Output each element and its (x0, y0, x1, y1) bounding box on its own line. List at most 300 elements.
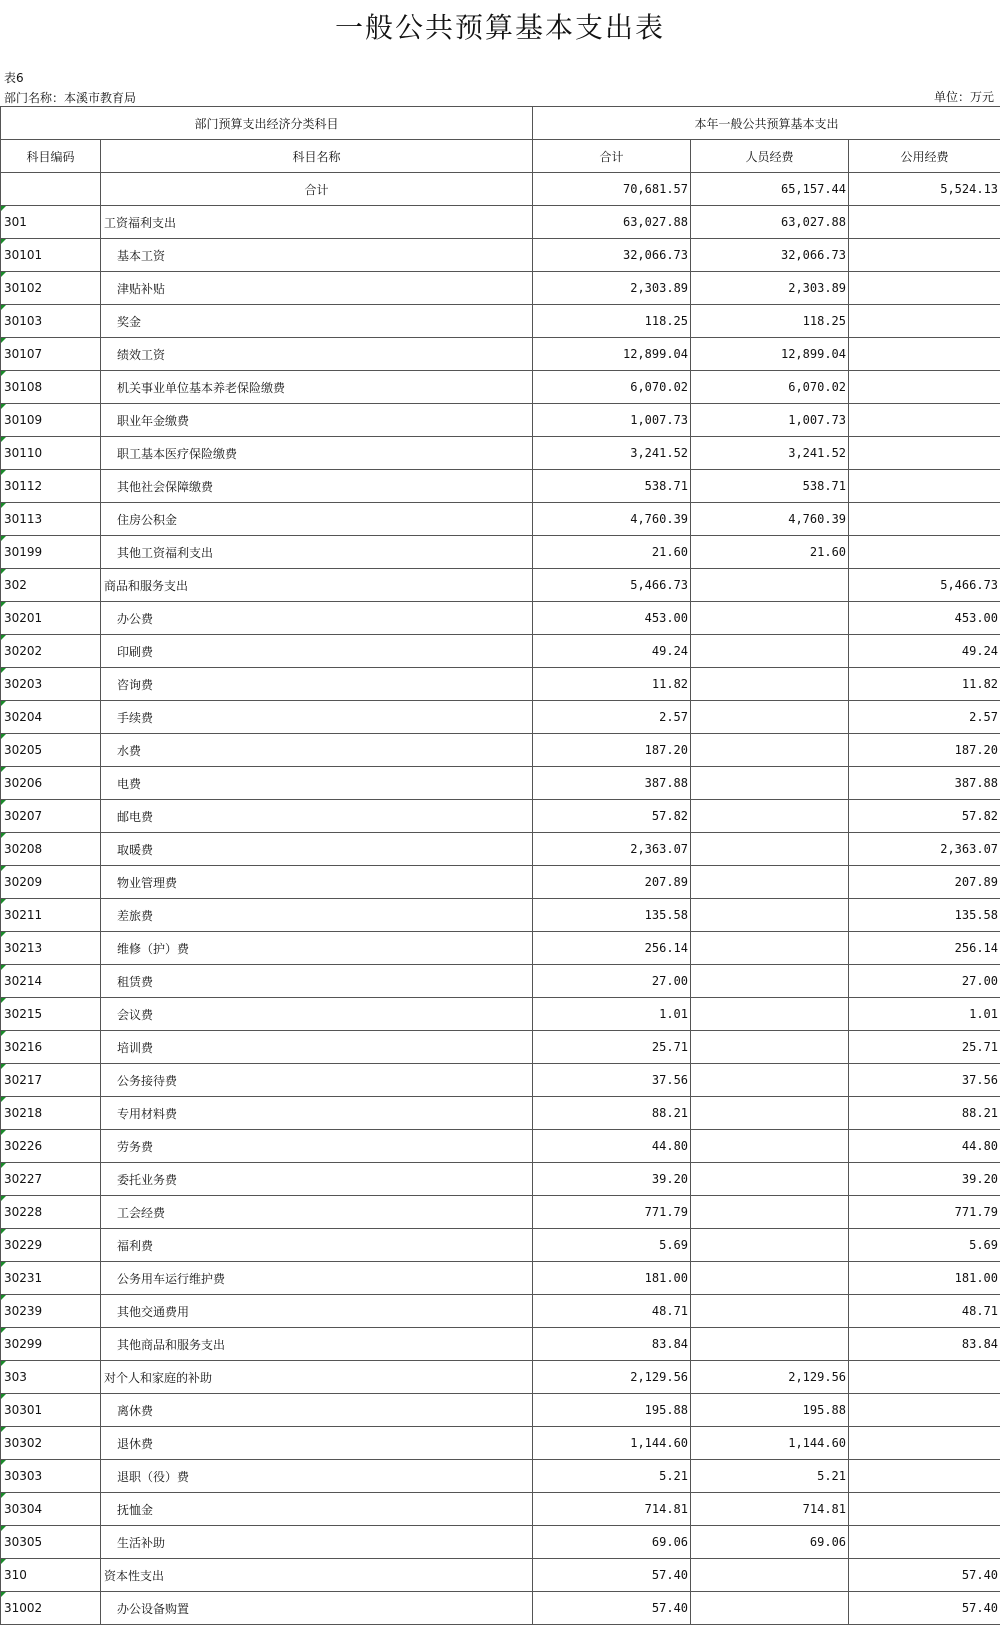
cell-total[interactable] (533, 404, 691, 437)
cell-code-text: 30229 (4, 1238, 42, 1252)
cell-total[interactable] (533, 1460, 691, 1493)
header-group-row (1, 107, 1000, 140)
table-row (1, 1460, 1000, 1493)
cell-code-text: 30231 (4, 1271, 42, 1285)
cell-code[interactable] (1, 734, 101, 767)
cell-name-text: 其他交通费用 (117, 1305, 189, 1319)
cell-public-text: 5.69 (969, 1238, 998, 1252)
cell-name[interactable] (101, 1427, 533, 1460)
cell-code[interactable] (1, 1295, 101, 1328)
page-title: 一般公共预算基本支出表 (0, 6, 1000, 46)
cell-public[interactable] (849, 635, 1000, 668)
cell-personnel[interactable] (691, 734, 849, 767)
cell-personnel[interactable] (691, 767, 849, 800)
cell-code-text: 30108 (4, 380, 42, 394)
cell-public[interactable] (849, 701, 1000, 734)
cell-name[interactable] (101, 272, 533, 305)
cell-code[interactable] (1, 668, 101, 701)
cell-name[interactable] (101, 206, 533, 239)
table-row (1, 338, 1000, 371)
cell-name[interactable] (101, 404, 533, 437)
cell-public[interactable] (849, 239, 1000, 272)
cell-personnel[interactable] (691, 536, 849, 569)
cell-total[interactable] (533, 239, 691, 272)
cell-code[interactable] (1, 1196, 101, 1229)
cell-code[interactable] (1, 1526, 101, 1559)
cell-code[interactable] (1, 305, 101, 338)
table-row (1, 767, 1000, 800)
cell-name[interactable] (101, 1163, 533, 1196)
cell-name[interactable] (101, 1295, 533, 1328)
cell-total-text: 83.84 (652, 1337, 688, 1351)
header-column-row (1, 140, 1000, 173)
cell-personnel[interactable] (691, 1328, 849, 1361)
cell-total-text: 2,129.56 (630, 1370, 688, 1384)
cell-marker-icon (1, 536, 6, 541)
cell-total-text: 538.71 (645, 479, 688, 493)
table-row (1, 1196, 1000, 1229)
cell-code[interactable] (1, 470, 101, 503)
cell-personnel[interactable] (691, 833, 849, 866)
cell-name[interactable] (101, 371, 533, 404)
cell-public[interactable] (849, 569, 1000, 602)
cell-personnel-text: 69.06 (810, 1535, 846, 1549)
cell-code[interactable] (1, 1361, 101, 1394)
cell-personnel[interactable] (691, 1130, 849, 1163)
cell-marker-icon (1, 272, 6, 277)
cell-code[interactable] (1, 173, 101, 206)
cell-code[interactable] (1, 239, 101, 272)
cell-personnel[interactable] (691, 1295, 849, 1328)
cell-total[interactable] (533, 503, 691, 536)
cell-total[interactable] (533, 998, 691, 1031)
cell-name-text: 资本性支出 (104, 1569, 164, 1583)
cell-name[interactable] (101, 305, 533, 338)
cell-public[interactable] (849, 1031, 1000, 1064)
cell-personnel[interactable] (691, 206, 849, 239)
cell-marker-icon (1, 569, 6, 574)
cell-marker-icon (1, 899, 6, 904)
cell-personnel[interactable] (691, 1559, 849, 1592)
cell-public[interactable] (849, 536, 1000, 569)
cell-total-text: 57.40 (652, 1601, 688, 1615)
cell-public[interactable] (849, 866, 1000, 899)
cell-personnel-text: 2,129.56 (788, 1370, 846, 1384)
cell-personnel[interactable] (691, 437, 849, 470)
cell-name[interactable] (101, 1262, 533, 1295)
cell-marker-icon (1, 1196, 6, 1201)
cell-name[interactable] (101, 1130, 533, 1163)
cell-name-text: 退休费 (117, 1437, 153, 1451)
cell-name[interactable] (101, 866, 533, 899)
cell-name[interactable] (101, 437, 533, 470)
cell-code-text: 303 (4, 1370, 27, 1384)
cell-name-text: 福利费 (117, 1239, 153, 1253)
cell-total[interactable] (533, 173, 691, 206)
cell-code-text: 30226 (4, 1139, 42, 1153)
cell-public[interactable] (849, 800, 1000, 833)
cell-total[interactable] (533, 602, 691, 635)
table-row (1, 734, 1000, 767)
cell-personnel[interactable] (691, 800, 849, 833)
cell-personnel[interactable] (691, 965, 849, 998)
cell-name[interactable] (101, 932, 533, 965)
cell-name[interactable] (101, 173, 533, 206)
cell-marker-icon (1, 866, 6, 871)
table-row (1, 371, 1000, 404)
cell-code-text: 30206 (4, 776, 42, 790)
cell-code-text: 30216 (4, 1040, 42, 1054)
cell-code[interactable] (1, 635, 101, 668)
cell-name-text: 印刷费 (117, 645, 153, 659)
cell-name[interactable] (101, 635, 533, 668)
cell-name[interactable] (101, 899, 533, 932)
cell-public[interactable] (849, 1559, 1000, 1592)
table-row (1, 437, 1000, 470)
cell-public[interactable] (849, 371, 1000, 404)
cell-name[interactable] (101, 668, 533, 701)
cell-name-text: 租赁费 (117, 975, 153, 989)
cell-personnel[interactable] (691, 569, 849, 602)
cell-personnel[interactable] (691, 1361, 849, 1394)
cell-code[interactable] (1, 1460, 101, 1493)
cell-total[interactable] (533, 668, 691, 701)
cell-total[interactable] (533, 536, 691, 569)
cell-total[interactable] (533, 1064, 691, 1097)
cell-public[interactable] (849, 1460, 1000, 1493)
cell-total[interactable] (533, 437, 691, 470)
cell-name[interactable] (101, 1526, 533, 1559)
cell-public[interactable] (849, 470, 1000, 503)
cell-personnel[interactable] (691, 1526, 849, 1559)
cell-code[interactable] (1, 1130, 101, 1163)
cell-code[interactable] (1, 338, 101, 371)
table-row (1, 1163, 1000, 1196)
cell-total[interactable] (533, 932, 691, 965)
cell-total[interactable] (533, 569, 691, 602)
cell-total[interactable] (533, 833, 691, 866)
cell-personnel[interactable] (691, 371, 849, 404)
cell-marker-icon (1, 1460, 6, 1465)
cell-personnel[interactable] (691, 305, 849, 338)
cell-total-text: 118.25 (645, 314, 688, 328)
cell-personnel[interactable] (691, 635, 849, 668)
cell-code[interactable] (1, 965, 101, 998)
cell-total[interactable] (533, 965, 691, 998)
cell-total[interactable] (533, 1493, 691, 1526)
cell-name-text: 工会经费 (117, 1206, 165, 1220)
cell-name[interactable] (101, 701, 533, 734)
cell-public[interactable] (849, 965, 1000, 998)
cell-code-text: 301 (4, 215, 27, 229)
cell-public[interactable] (849, 206, 1000, 239)
cell-name[interactable] (101, 569, 533, 602)
cell-code-text: 30214 (4, 974, 42, 988)
cell-code[interactable] (1, 1493, 101, 1526)
cell-personnel[interactable] (691, 998, 849, 1031)
cell-public[interactable] (849, 173, 1000, 206)
cell-total[interactable] (533, 1262, 691, 1295)
cell-total[interactable] (533, 338, 691, 371)
cell-personnel[interactable] (691, 1460, 849, 1493)
cell-code[interactable] (1, 1031, 101, 1064)
cell-personnel[interactable] (691, 338, 849, 371)
cell-marker-icon (1, 503, 6, 508)
cell-name[interactable] (101, 1229, 533, 1262)
cell-name-text: 培训费 (117, 1041, 153, 1055)
cell-total[interactable] (533, 1394, 691, 1427)
cell-total-text: 207.89 (645, 875, 688, 889)
cell-public[interactable] (849, 1394, 1000, 1427)
cell-code[interactable] (1, 437, 101, 470)
cell-name[interactable] (101, 1097, 533, 1130)
cell-public[interactable] (849, 404, 1000, 437)
cell-code-text: 30103 (4, 314, 42, 328)
cell-total[interactable] (533, 866, 691, 899)
cell-public[interactable] (849, 503, 1000, 536)
cell-personnel[interactable] (691, 404, 849, 437)
cell-personnel-text: 12,899.04 (781, 347, 846, 361)
cell-total[interactable] (533, 767, 691, 800)
cell-public[interactable] (849, 1196, 1000, 1229)
cell-name[interactable] (101, 1361, 533, 1394)
cell-personnel-text: 3,241.52 (788, 446, 846, 460)
table-row (1, 701, 1000, 734)
cell-public[interactable] (849, 1064, 1000, 1097)
cell-total-text: 2.57 (659, 710, 688, 724)
cell-total-text: 195.88 (645, 1403, 688, 1417)
cell-name[interactable] (101, 602, 533, 635)
table-row (1, 932, 1000, 965)
cell-total[interactable] (533, 1526, 691, 1559)
cell-personnel[interactable] (691, 1064, 849, 1097)
cell-marker-icon (1, 1097, 6, 1102)
cell-name[interactable] (101, 1394, 533, 1427)
cell-code-text: 30202 (4, 644, 42, 658)
cell-personnel[interactable] (691, 1196, 849, 1229)
cell-total[interactable] (533, 272, 691, 305)
cell-marker-icon (1, 1229, 6, 1234)
cell-public[interactable] (849, 998, 1000, 1031)
cell-code[interactable] (1, 701, 101, 734)
cell-code[interactable] (1, 1097, 101, 1130)
cell-name[interactable] (101, 536, 533, 569)
cell-total[interactable] (533, 701, 691, 734)
cell-code[interactable] (1, 767, 101, 800)
cell-public[interactable] (849, 1328, 1000, 1361)
cell-total[interactable] (533, 1130, 691, 1163)
cell-total[interactable] (533, 1196, 691, 1229)
cell-public[interactable] (849, 305, 1000, 338)
cell-total[interactable] (533, 1559, 691, 1592)
cell-code[interactable] (1, 1262, 101, 1295)
cell-total[interactable] (533, 371, 691, 404)
cell-personnel[interactable] (691, 1163, 849, 1196)
cell-personnel[interactable] (691, 866, 849, 899)
cell-code[interactable] (1, 899, 101, 932)
cell-marker-icon (1, 767, 6, 772)
cell-code[interactable] (1, 800, 101, 833)
cell-total[interactable] (533, 1031, 691, 1064)
cell-name-text: 取暖费 (117, 843, 153, 857)
cell-public[interactable] (849, 833, 1000, 866)
cell-personnel[interactable] (691, 899, 849, 932)
cell-personnel[interactable] (691, 239, 849, 272)
header-basic-expenditure: 本年一般公共预算基本支出 (533, 107, 1000, 140)
cell-personnel[interactable] (691, 503, 849, 536)
cell-total[interactable] (533, 1229, 691, 1262)
cell-personnel[interactable] (691, 470, 849, 503)
cell-name[interactable] (101, 1493, 533, 1526)
cell-total-text: 57.82 (652, 809, 688, 823)
cell-public[interactable] (849, 1130, 1000, 1163)
cell-marker-icon (1, 1262, 6, 1267)
cell-total[interactable] (533, 1295, 691, 1328)
cell-code-text: 30299 (4, 1337, 42, 1351)
cell-public[interactable] (849, 602, 1000, 635)
cell-personnel[interactable] (691, 173, 849, 206)
cell-code[interactable] (1, 602, 101, 635)
cell-total[interactable] (533, 1163, 691, 1196)
cell-total[interactable] (533, 899, 691, 932)
cell-name[interactable] (101, 1460, 533, 1493)
table-row (1, 1229, 1000, 1262)
cell-name-text: 职业年金缴费 (117, 414, 189, 428)
cell-marker-icon (1, 338, 6, 343)
cell-code[interactable] (1, 1229, 101, 1262)
cell-personnel[interactable] (691, 1097, 849, 1130)
cell-personnel[interactable] (691, 602, 849, 635)
cell-public[interactable] (849, 437, 1000, 470)
cell-public-text: 57.40 (962, 1568, 998, 1582)
cell-total-text: 69.06 (652, 1535, 688, 1549)
cell-marker-icon (1, 305, 6, 310)
cell-name[interactable] (101, 767, 533, 800)
cell-name[interactable] (101, 800, 533, 833)
cell-code[interactable] (1, 1394, 101, 1427)
cell-code[interactable] (1, 1328, 101, 1361)
cell-public[interactable] (849, 1097, 1000, 1130)
cell-name[interactable] (101, 470, 533, 503)
cell-name[interactable] (101, 734, 533, 767)
cell-code[interactable] (1, 569, 101, 602)
cell-total[interactable] (533, 800, 691, 833)
table-row (1, 635, 1000, 668)
cell-name[interactable] (101, 1031, 533, 1064)
cell-personnel[interactable] (691, 1229, 849, 1262)
cell-code[interactable] (1, 503, 101, 536)
cell-personnel[interactable] (691, 932, 849, 965)
header-economic-category: 部门预算支出经济分类科目 (1, 107, 533, 140)
cell-code[interactable] (1, 998, 101, 1031)
table-row (1, 866, 1000, 899)
cell-code[interactable] (1, 272, 101, 305)
cell-public-text: 181.00 (955, 1271, 998, 1285)
table-row (1, 899, 1000, 932)
cell-public[interactable] (849, 1526, 1000, 1559)
cell-public[interactable] (849, 767, 1000, 800)
cell-public[interactable] (849, 272, 1000, 305)
cell-public[interactable] (849, 1262, 1000, 1295)
cell-total[interactable] (533, 1361, 691, 1394)
cell-total[interactable] (533, 1427, 691, 1460)
cell-name[interactable] (101, 1196, 533, 1229)
cell-total[interactable] (533, 734, 691, 767)
cell-public[interactable] (849, 1163, 1000, 1196)
cell-public[interactable] (849, 1229, 1000, 1262)
cell-public[interactable] (849, 1427, 1000, 1460)
cell-total[interactable] (533, 1097, 691, 1130)
cell-code[interactable] (1, 833, 101, 866)
cell-public[interactable] (849, 668, 1000, 701)
cell-public[interactable] (849, 734, 1000, 767)
cell-total[interactable] (533, 206, 691, 239)
cell-code-text: 30207 (4, 809, 42, 823)
cell-name[interactable] (101, 1328, 533, 1361)
cell-code[interactable] (1, 1559, 101, 1592)
cell-personnel[interactable] (691, 272, 849, 305)
cell-personnel-text: 714.81 (803, 1502, 846, 1516)
cell-personnel[interactable] (691, 668, 849, 701)
cell-public[interactable] (849, 1295, 1000, 1328)
cell-total[interactable] (533, 635, 691, 668)
cell-code-text: 30102 (4, 281, 42, 295)
cell-public[interactable] (849, 899, 1000, 932)
cell-code[interactable] (1, 206, 101, 239)
cell-public-text: 5,466.73 (940, 578, 998, 592)
cell-name[interactable] (101, 833, 533, 866)
cell-personnel[interactable] (691, 1262, 849, 1295)
cell-public[interactable] (849, 1361, 1000, 1394)
cell-name[interactable] (101, 338, 533, 371)
cell-code[interactable] (1, 536, 101, 569)
cell-personnel[interactable] (691, 1394, 849, 1427)
cell-name-text: 电费 (117, 777, 141, 791)
cell-name[interactable] (101, 239, 533, 272)
cell-total-text: 5.69 (659, 1238, 688, 1252)
cell-name-text: 办公费 (117, 612, 153, 626)
cell-total[interactable] (533, 470, 691, 503)
cell-total-text: 25.71 (652, 1040, 688, 1054)
cell-personnel[interactable] (691, 1031, 849, 1064)
cell-name[interactable] (101, 965, 533, 998)
cell-personnel[interactable] (691, 1493, 849, 1526)
cell-code[interactable] (1, 866, 101, 899)
cell-public[interactable] (849, 932, 1000, 965)
cell-name[interactable] (101, 1559, 533, 1592)
cell-name[interactable] (101, 503, 533, 536)
cell-personnel[interactable] (691, 1427, 849, 1460)
cell-code[interactable] (1, 932, 101, 965)
cell-code[interactable] (1, 1064, 101, 1097)
cell-personnel[interactable] (691, 701, 849, 734)
cell-code-text: 30110 (4, 446, 42, 460)
cell-total-text: 1,007.73 (630, 413, 688, 427)
cell-code[interactable] (1, 1163, 101, 1196)
cell-public-text: 256.14 (955, 941, 998, 955)
cell-code[interactable] (1, 404, 101, 437)
cell-public[interactable] (849, 1493, 1000, 1526)
cell-code[interactable] (1, 371, 101, 404)
cell-code-text: 30215 (4, 1007, 42, 1021)
cell-total[interactable] (533, 1328, 691, 1361)
cell-name[interactable] (101, 998, 533, 1031)
cell-public[interactable] (849, 338, 1000, 371)
cell-name[interactable] (101, 1064, 533, 1097)
cell-total[interactable] (533, 305, 691, 338)
cell-code[interactable] (1, 1427, 101, 1460)
cell-personnel-text: 5.21 (817, 1469, 846, 1483)
